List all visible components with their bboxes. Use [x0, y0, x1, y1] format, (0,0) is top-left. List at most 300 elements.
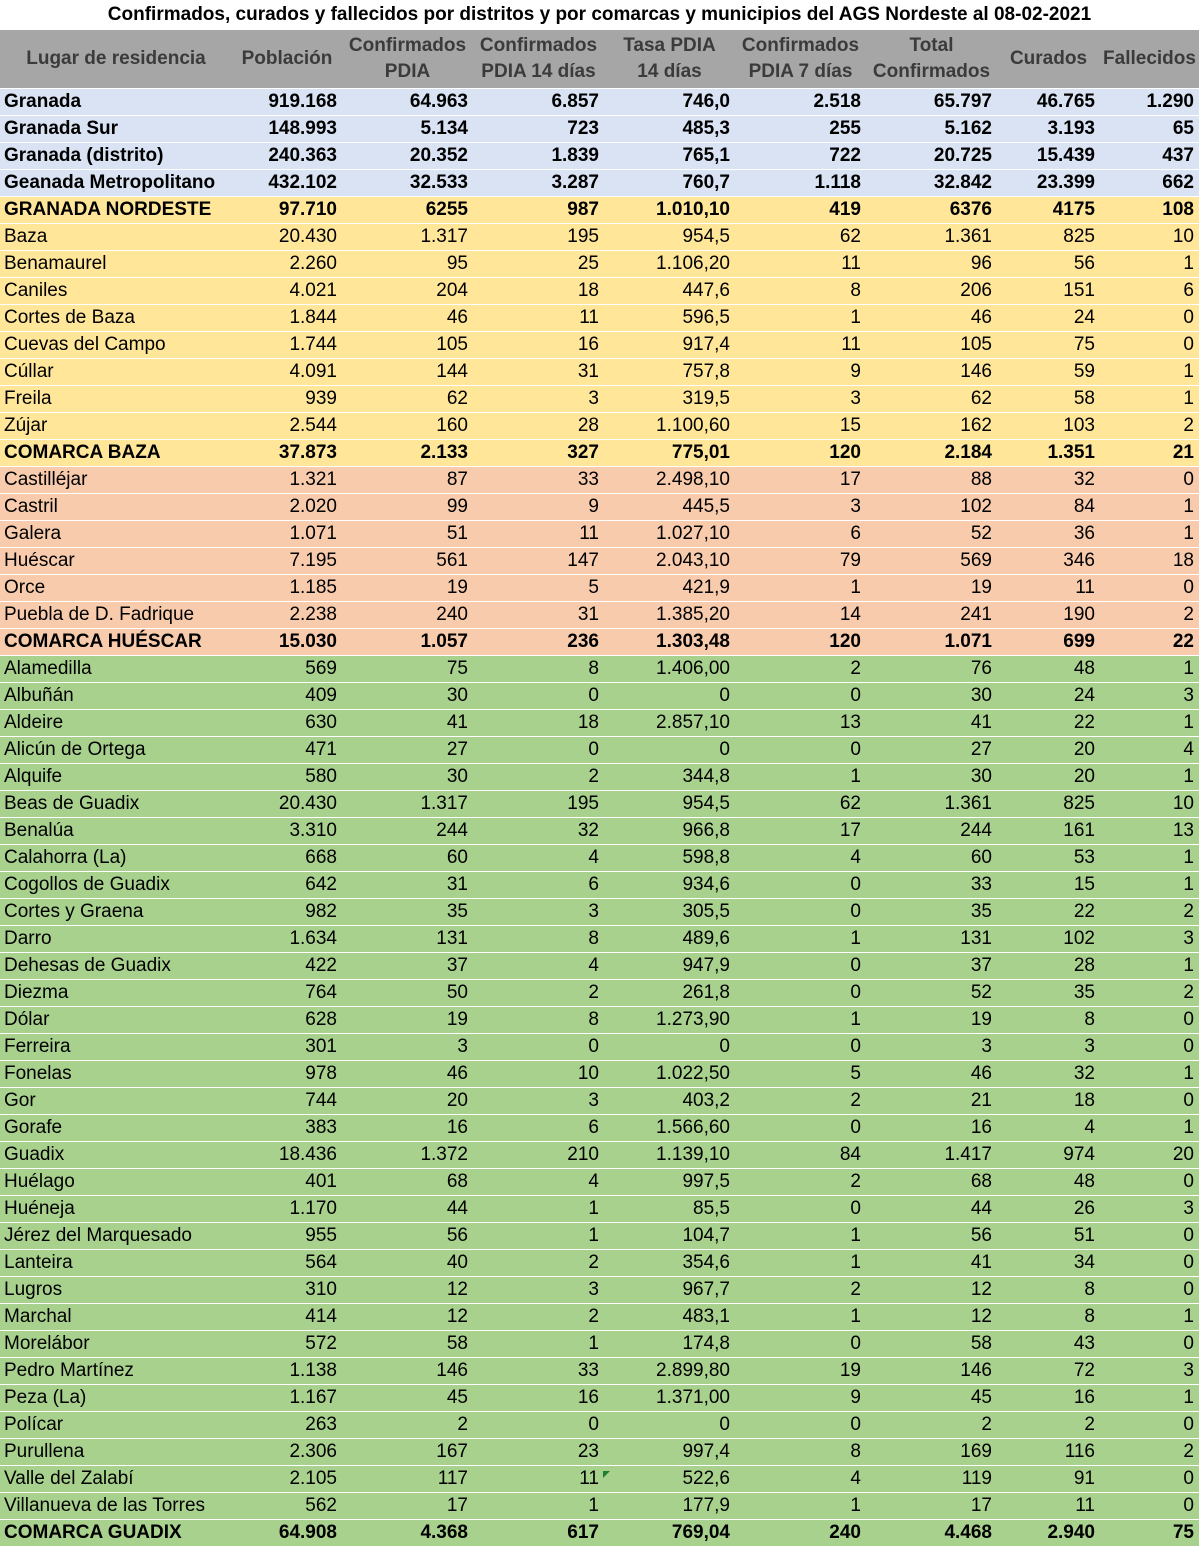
place-name-cell[interactable]: Lugros [0, 1276, 232, 1303]
value-cell[interactable]: 403,2 [604, 1087, 735, 1114]
value-cell[interactable]: 174,8 [604, 1330, 735, 1357]
value-cell[interactable]: 79 [735, 547, 866, 574]
place-name-cell[interactable]: Zújar [0, 412, 232, 439]
value-cell[interactable]: 33 [473, 1357, 604, 1384]
place-name-cell[interactable]: Lanteira [0, 1249, 232, 1276]
value-cell[interactable]: 997,4 [604, 1438, 735, 1465]
value-cell[interactable]: 2.498,10 [604, 466, 735, 493]
value-cell[interactable]: 103 [997, 412, 1100, 439]
value-cell[interactable]: 4.021 [232, 277, 342, 304]
value-cell[interactable]: 8 [735, 277, 866, 304]
value-cell[interactable]: 1.844 [232, 304, 342, 331]
value-cell[interactable]: 421,9 [604, 574, 735, 601]
value-cell[interactable]: 116 [997, 1438, 1100, 1465]
value-cell[interactable]: 1.321 [232, 466, 342, 493]
value-cell[interactable]: 2 [473, 1249, 604, 1276]
value-cell[interactable]: 569 [866, 547, 997, 574]
value-cell[interactable]: 4.091 [232, 358, 342, 385]
value-cell[interactable]: 0 [1100, 304, 1199, 331]
value-cell[interactable]: 51 [997, 1222, 1100, 1249]
value-cell[interactable]: 3 [866, 1033, 997, 1060]
value-cell[interactable]: 11 [473, 304, 604, 331]
value-cell[interactable]: 0 [1100, 1168, 1199, 1195]
value-cell[interactable]: 6376 [866, 196, 997, 223]
value-cell[interactable]: 3 [1100, 682, 1199, 709]
value-cell[interactable]: 169 [866, 1438, 997, 1465]
value-cell[interactable]: 974 [997, 1141, 1100, 1168]
value-cell[interactable]: 437 [1100, 142, 1199, 169]
value-cell[interactable]: 562 [232, 1492, 342, 1519]
value-cell[interactable]: 2 [735, 655, 866, 682]
value-cell[interactable]: 31 [473, 358, 604, 385]
value-cell[interactable]: 6255 [342, 196, 473, 223]
value-cell[interactable]: 447,6 [604, 277, 735, 304]
value-cell[interactable]: 1.010,10 [604, 196, 735, 223]
value-cell[interactable]: 0 [1100, 1222, 1199, 1249]
place-name-cell[interactable]: Polícar [0, 1411, 232, 1438]
value-cell[interactable]: 18 [473, 277, 604, 304]
value-cell[interactable]: 14 [735, 601, 866, 628]
value-cell[interactable]: 1 [1100, 709, 1199, 736]
value-cell[interactable]: 58 [997, 385, 1100, 412]
value-cell[interactable]: 2 [997, 1411, 1100, 1438]
value-cell[interactable]: 68 [866, 1168, 997, 1195]
value-cell[interactable]: 3 [1100, 1357, 1199, 1384]
value-cell[interactable]: 2 [1100, 412, 1199, 439]
value-cell[interactable]: 2.260 [232, 250, 342, 277]
value-cell[interactable]: 0 [735, 736, 866, 763]
value-cell[interactable]: 934,6 [604, 871, 735, 898]
value-cell[interactable]: 1 [1100, 385, 1199, 412]
value-cell[interactable]: 20.352 [342, 142, 473, 169]
value-cell[interactable]: 1.634 [232, 925, 342, 952]
place-name-cell[interactable]: Cúllar [0, 358, 232, 385]
value-cell[interactable]: 0 [1100, 1033, 1199, 1060]
value-cell[interactable]: 6 [473, 871, 604, 898]
value-cell[interactable]: 45 [342, 1384, 473, 1411]
place-name-cell[interactable]: Calahorra (La) [0, 844, 232, 871]
value-cell[interactable]: 146 [866, 358, 997, 385]
value-cell[interactable]: 19 [342, 574, 473, 601]
value-cell[interactable]: 44 [866, 1195, 997, 1222]
value-cell[interactable]: 1.371,00 [604, 1384, 735, 1411]
value-cell[interactable]: 2.518 [735, 88, 866, 115]
value-cell[interactable]: 1.372 [342, 1141, 473, 1168]
place-name-cell[interactable]: Guadix [0, 1141, 232, 1168]
value-cell[interactable]: 8 [997, 1303, 1100, 1330]
value-cell[interactable]: 3 [735, 493, 866, 520]
value-cell[interactable]: 0 [1100, 331, 1199, 358]
value-cell[interactable]: 8 [473, 1006, 604, 1033]
value-cell[interactable]: 50 [342, 979, 473, 1006]
value-cell[interactable]: 3 [997, 1033, 1100, 1060]
value-cell[interactable]: 177,9 [604, 1492, 735, 1519]
value-cell[interactable]: 769,04 [604, 1519, 735, 1546]
value-cell[interactable]: 46 [866, 1060, 997, 1087]
value-cell[interactable]: 12 [342, 1303, 473, 1330]
value-cell[interactable]: 162 [866, 412, 997, 439]
place-name-cell[interactable]: Valle del Zalabí [0, 1465, 232, 1492]
value-cell[interactable]: 765,1 [604, 142, 735, 169]
value-cell[interactable]: 1.417 [866, 1141, 997, 1168]
value-cell[interactable]: 642 [232, 871, 342, 898]
value-cell[interactable]: 151 [997, 277, 1100, 304]
value-cell[interactable]: 483,1 [604, 1303, 735, 1330]
value-cell[interactable]: 825 [997, 790, 1100, 817]
value-cell[interactable]: 75 [342, 655, 473, 682]
value-cell[interactable]: 1 [735, 1492, 866, 1519]
value-cell[interactable]: 1.167 [232, 1384, 342, 1411]
value-cell[interactable]: 261,8 [604, 979, 735, 1006]
value-cell[interactable]: 30 [866, 682, 997, 709]
value-cell[interactable]: 32 [997, 1060, 1100, 1087]
value-cell[interactable]: 2 [735, 1087, 866, 1114]
value-cell[interactable]: 32 [997, 466, 1100, 493]
value-cell[interactable]: 41 [342, 709, 473, 736]
value-cell[interactable]: 12 [866, 1276, 997, 1303]
place-name-cell[interactable]: Dehesas de Guadix [0, 952, 232, 979]
value-cell[interactable]: 5 [473, 574, 604, 601]
value-cell[interactable]: 84 [997, 493, 1100, 520]
value-cell[interactable]: 5 [735, 1060, 866, 1087]
value-cell[interactable]: 1 [1100, 655, 1199, 682]
value-cell[interactable]: 148.993 [232, 115, 342, 142]
value-cell[interactable]: 1.138 [232, 1357, 342, 1384]
value-cell[interactable]: 1 [473, 1222, 604, 1249]
value-cell[interactable]: 65 [1100, 115, 1199, 142]
value-cell[interactable]: 119 [866, 1465, 997, 1492]
value-cell[interactable]: 662 [1100, 169, 1199, 196]
value-cell[interactable]: 19 [866, 574, 997, 601]
value-cell[interactable]: 955 [232, 1222, 342, 1249]
place-name-cell[interactable]: Ferreira [0, 1033, 232, 1060]
place-name-cell[interactable]: Huéscar [0, 547, 232, 574]
value-cell[interactable]: 0 [735, 871, 866, 898]
value-cell[interactable]: 33 [866, 871, 997, 898]
place-name-cell[interactable]: Alquife [0, 763, 232, 790]
place-name-cell[interactable]: Castilléjar [0, 466, 232, 493]
value-cell[interactable]: 117 [342, 1465, 473, 1492]
value-cell[interactable]: 4 [473, 952, 604, 979]
place-name-cell[interactable]: GRANADA NORDESTE [0, 196, 232, 223]
value-cell[interactable]: 16 [473, 331, 604, 358]
value-cell[interactable]: 58 [342, 1330, 473, 1357]
value-cell[interactable]: 18 [997, 1087, 1100, 1114]
value-cell[interactable]: 210 [473, 1141, 604, 1168]
value-cell[interactable]: 1.022,50 [604, 1060, 735, 1087]
value-cell[interactable]: 2.899,80 [604, 1357, 735, 1384]
place-name-cell[interactable]: Geanada Metropolitano [0, 169, 232, 196]
value-cell[interactable]: 489,6 [604, 925, 735, 952]
value-cell[interactable]: 22 [997, 898, 1100, 925]
value-cell[interactable]: 51 [342, 520, 473, 547]
place-name-cell[interactable]: Granada Sur [0, 115, 232, 142]
value-cell[interactable]: 27 [866, 736, 997, 763]
value-cell[interactable]: 760,7 [604, 169, 735, 196]
value-cell[interactable]: 56 [997, 250, 1100, 277]
value-cell[interactable]: 598,8 [604, 844, 735, 871]
value-cell[interactable]: 195 [473, 223, 604, 250]
value-cell[interactable]: 8 [997, 1276, 1100, 1303]
value-cell[interactable]: 2.105 [232, 1465, 342, 1492]
value-cell[interactable]: 1.027,10 [604, 520, 735, 547]
value-cell[interactable]: 2.020 [232, 493, 342, 520]
place-name-cell[interactable]: Castril [0, 493, 232, 520]
place-name-cell[interactable]: Caniles [0, 277, 232, 304]
value-cell[interactable]: 917,4 [604, 331, 735, 358]
value-cell[interactable]: 35 [342, 898, 473, 925]
value-cell[interactable]: 596,5 [604, 304, 735, 331]
value-cell[interactable]: 1 [1100, 520, 1199, 547]
value-cell[interactable]: 746,0 [604, 88, 735, 115]
value-cell[interactable]: 11 [997, 1492, 1100, 1519]
value-cell[interactable]: 12 [342, 1276, 473, 1303]
value-cell[interactable]: 757,8 [604, 358, 735, 385]
value-cell[interactable]: 1 [735, 304, 866, 331]
value-cell[interactable]: 3.193 [997, 115, 1100, 142]
value-cell[interactable]: 414 [232, 1303, 342, 1330]
value-cell[interactable]: 3.310 [232, 817, 342, 844]
value-cell[interactable]: 966,8 [604, 817, 735, 844]
value-cell[interactable]: 0 [1100, 1087, 1199, 1114]
value-cell[interactable]: 987 [473, 196, 604, 223]
value-cell[interactable]: 11 [473, 1465, 604, 1492]
value-cell[interactable]: 96 [866, 250, 997, 277]
value-cell[interactable]: 1.273,90 [604, 1006, 735, 1033]
value-cell[interactable]: 0 [1100, 1276, 1199, 1303]
value-cell[interactable]: 775,01 [604, 439, 735, 466]
value-cell[interactable]: 144 [342, 358, 473, 385]
value-cell[interactable]: 22 [1100, 628, 1199, 655]
value-cell[interactable]: 4 [473, 844, 604, 871]
value-cell[interactable]: 978 [232, 1060, 342, 1087]
place-name-cell[interactable]: Fonelas [0, 1060, 232, 1087]
value-cell[interactable]: 305,5 [604, 898, 735, 925]
value-cell[interactable]: 244 [342, 817, 473, 844]
value-cell[interactable]: 2.306 [232, 1438, 342, 1465]
value-cell[interactable]: 37 [866, 952, 997, 979]
value-cell[interactable]: 2 [1100, 898, 1199, 925]
value-cell[interactable]: 62 [735, 223, 866, 250]
value-cell[interactable]: 0 [1100, 1492, 1199, 1519]
place-name-cell[interactable]: COMARCA BAZA [0, 439, 232, 466]
value-cell[interactable]: 16 [342, 1114, 473, 1141]
value-cell[interactable]: 1.317 [342, 790, 473, 817]
value-cell[interactable]: 1 [1100, 358, 1199, 385]
value-cell[interactable]: 3 [473, 1276, 604, 1303]
place-name-cell[interactable]: Benalúa [0, 817, 232, 844]
place-name-cell[interactable]: Peza (La) [0, 1384, 232, 1411]
value-cell[interactable]: 5.162 [866, 115, 997, 142]
value-cell[interactable]: 11 [735, 331, 866, 358]
place-name-cell[interactable]: Gorafe [0, 1114, 232, 1141]
value-cell[interactable]: 5.134 [342, 115, 473, 142]
place-name-cell[interactable]: Puebla de D. Fadrique [0, 601, 232, 628]
value-cell[interactable]: 11 [997, 574, 1100, 601]
value-cell[interactable]: 30 [866, 763, 997, 790]
value-cell[interactable]: 8 [997, 1006, 1100, 1033]
value-cell[interactable]: 15 [735, 412, 866, 439]
value-cell[interactable]: 10 [473, 1060, 604, 1087]
value-cell[interactable]: 1 [735, 925, 866, 952]
value-cell[interactable]: 4.468 [866, 1519, 997, 1546]
value-cell[interactable]: 95 [342, 250, 473, 277]
value-cell[interactable]: 346 [997, 547, 1100, 574]
value-cell[interactable]: 1 [735, 1006, 866, 1033]
value-cell[interactable]: 60 [342, 844, 473, 871]
value-cell[interactable]: 2 [473, 763, 604, 790]
value-cell[interactable]: 2.133 [342, 439, 473, 466]
value-cell[interactable]: 53 [997, 844, 1100, 871]
value-cell[interactable]: 23 [473, 1438, 604, 1465]
value-cell[interactable]: 3 [473, 385, 604, 412]
value-cell[interactable]: 825 [997, 223, 1100, 250]
value-cell[interactable]: 967,7 [604, 1276, 735, 1303]
value-cell[interactable]: 722 [735, 142, 866, 169]
value-cell[interactable]: 17 [735, 817, 866, 844]
value-cell[interactable]: 241 [866, 601, 997, 628]
value-cell[interactable]: 32.533 [342, 169, 473, 196]
value-cell[interactable]: 764 [232, 979, 342, 1006]
value-cell[interactable]: 564 [232, 1249, 342, 1276]
value-cell[interactable]: 0 [735, 1330, 866, 1357]
place-name-cell[interactable]: Cortes de Baza [0, 304, 232, 331]
value-cell[interactable]: 21 [866, 1087, 997, 1114]
value-cell[interactable]: 20 [342, 1087, 473, 1114]
value-cell[interactable]: 19 [342, 1006, 473, 1033]
value-cell[interactable]: 102 [997, 925, 1100, 952]
value-cell[interactable]: 18 [1100, 547, 1199, 574]
value-cell[interactable]: 2 [1100, 601, 1199, 628]
value-cell[interactable]: 954,5 [604, 223, 735, 250]
value-cell[interactable]: 46 [342, 304, 473, 331]
value-cell[interactable]: 37.873 [232, 439, 342, 466]
value-cell[interactable]: 28 [473, 412, 604, 439]
value-cell[interactable]: 13 [1100, 817, 1199, 844]
value-cell[interactable]: 206 [866, 277, 997, 304]
value-cell[interactable]: 3 [473, 898, 604, 925]
value-cell[interactable]: 1.351 [997, 439, 1100, 466]
value-cell[interactable]: 15 [997, 871, 1100, 898]
value-cell[interactable]: 4.368 [342, 1519, 473, 1546]
place-name-cell[interactable]: Orce [0, 574, 232, 601]
value-cell[interactable]: 35 [866, 898, 997, 925]
value-cell[interactable]: 11 [473, 520, 604, 547]
value-cell[interactable]: 0 [735, 1114, 866, 1141]
value-cell[interactable]: 1.071 [232, 520, 342, 547]
value-cell[interactable]: 1.839 [473, 142, 604, 169]
value-cell[interactable]: 1.139,10 [604, 1141, 735, 1168]
value-cell[interactable]: 147 [473, 547, 604, 574]
value-cell[interactable]: 744 [232, 1087, 342, 1114]
value-cell[interactable]: 3 [342, 1033, 473, 1060]
value-cell[interactable]: 997,5 [604, 1168, 735, 1195]
value-cell[interactable]: 12 [866, 1303, 997, 1330]
value-cell[interactable]: 62 [342, 385, 473, 412]
value-cell[interactable]: 1.185 [232, 574, 342, 601]
value-cell[interactable]: 982 [232, 898, 342, 925]
value-cell[interactable]: 15.439 [997, 142, 1100, 169]
value-cell[interactable]: 4175 [997, 196, 1100, 223]
value-cell[interactable]: 21 [1100, 439, 1199, 466]
value-cell[interactable]: 32.842 [866, 169, 997, 196]
place-name-cell[interactable]: Huéneja [0, 1195, 232, 1222]
value-cell[interactable]: 41 [866, 709, 997, 736]
place-name-cell[interactable]: Galera [0, 520, 232, 547]
value-cell[interactable]: 131 [866, 925, 997, 952]
value-cell[interactable]: 2 [1100, 1438, 1199, 1465]
value-cell[interactable]: 17 [866, 1492, 997, 1519]
value-cell[interactable]: 20.725 [866, 142, 997, 169]
value-cell[interactable]: 75 [1100, 1519, 1199, 1546]
value-cell[interactable]: 0 [473, 1411, 604, 1438]
value-cell[interactable]: 0 [735, 682, 866, 709]
value-cell[interactable]: 8 [735, 1438, 866, 1465]
value-cell[interactable]: 46 [866, 304, 997, 331]
value-cell[interactable]: 64.963 [342, 88, 473, 115]
value-cell[interactable]: 48 [997, 1168, 1100, 1195]
value-cell[interactable]: 1.361 [866, 223, 997, 250]
value-cell[interactable]: 34 [997, 1249, 1100, 1276]
place-name-cell[interactable]: Cortes y Graena [0, 898, 232, 925]
value-cell[interactable]: 16 [473, 1384, 604, 1411]
value-cell[interactable]: 0 [473, 1033, 604, 1060]
value-cell[interactable]: 72 [997, 1357, 1100, 1384]
value-cell[interactable]: 1 [1100, 1060, 1199, 1087]
place-name-cell[interactable]: Pedro Martínez [0, 1357, 232, 1384]
value-cell[interactable]: 3 [735, 385, 866, 412]
value-cell[interactable]: 723 [473, 115, 604, 142]
value-cell[interactable]: 27 [342, 736, 473, 763]
value-cell[interactable]: 44 [342, 1195, 473, 1222]
value-cell[interactable]: 20 [1100, 1141, 1199, 1168]
place-name-cell[interactable]: Beas de Guadix [0, 790, 232, 817]
place-name-cell[interactable]: Baza [0, 223, 232, 250]
value-cell[interactable]: 1.071 [866, 628, 997, 655]
value-cell[interactable]: 1 [1100, 871, 1199, 898]
value-cell[interactable]: 8 [473, 655, 604, 682]
value-cell[interactable]: 432.102 [232, 169, 342, 196]
value-cell[interactable]: 46 [342, 1060, 473, 1087]
place-name-cell[interactable]: Huélago [0, 1168, 232, 1195]
value-cell[interactable]: 628 [232, 1006, 342, 1033]
value-cell[interactable]: 617 [473, 1519, 604, 1546]
value-cell[interactable]: 0 [1100, 1330, 1199, 1357]
value-cell[interactable]: 0 [604, 682, 735, 709]
value-cell[interactable]: 1 [1100, 1114, 1199, 1141]
value-cell[interactable]: 0 [604, 1033, 735, 1060]
value-cell[interactable]: 2.184 [866, 439, 997, 466]
value-cell[interactable]: 28 [997, 952, 1100, 979]
value-cell[interactable]: 301 [232, 1033, 342, 1060]
value-cell[interactable]: 120 [735, 439, 866, 466]
value-cell[interactable]: 255 [735, 115, 866, 142]
value-cell[interactable]: 75 [997, 331, 1100, 358]
value-cell[interactable]: 30 [342, 763, 473, 790]
value-cell[interactable]: 1.406,00 [604, 655, 735, 682]
value-cell[interactable]: 52 [866, 520, 997, 547]
value-cell[interactable]: 62 [735, 790, 866, 817]
value-cell[interactable]: 104,7 [604, 1222, 735, 1249]
value-cell[interactable]: 58 [866, 1330, 997, 1357]
value-cell[interactable]: 161 [997, 817, 1100, 844]
value-cell[interactable]: 0 [735, 979, 866, 1006]
value-cell[interactable]: 1 [473, 1195, 604, 1222]
value-cell[interactable]: 522,6 [604, 1465, 735, 1492]
value-cell[interactable]: 20.430 [232, 223, 342, 250]
value-cell[interactable]: 1 [735, 1222, 866, 1249]
place-name-cell[interactable]: Alicún de Ortega [0, 736, 232, 763]
